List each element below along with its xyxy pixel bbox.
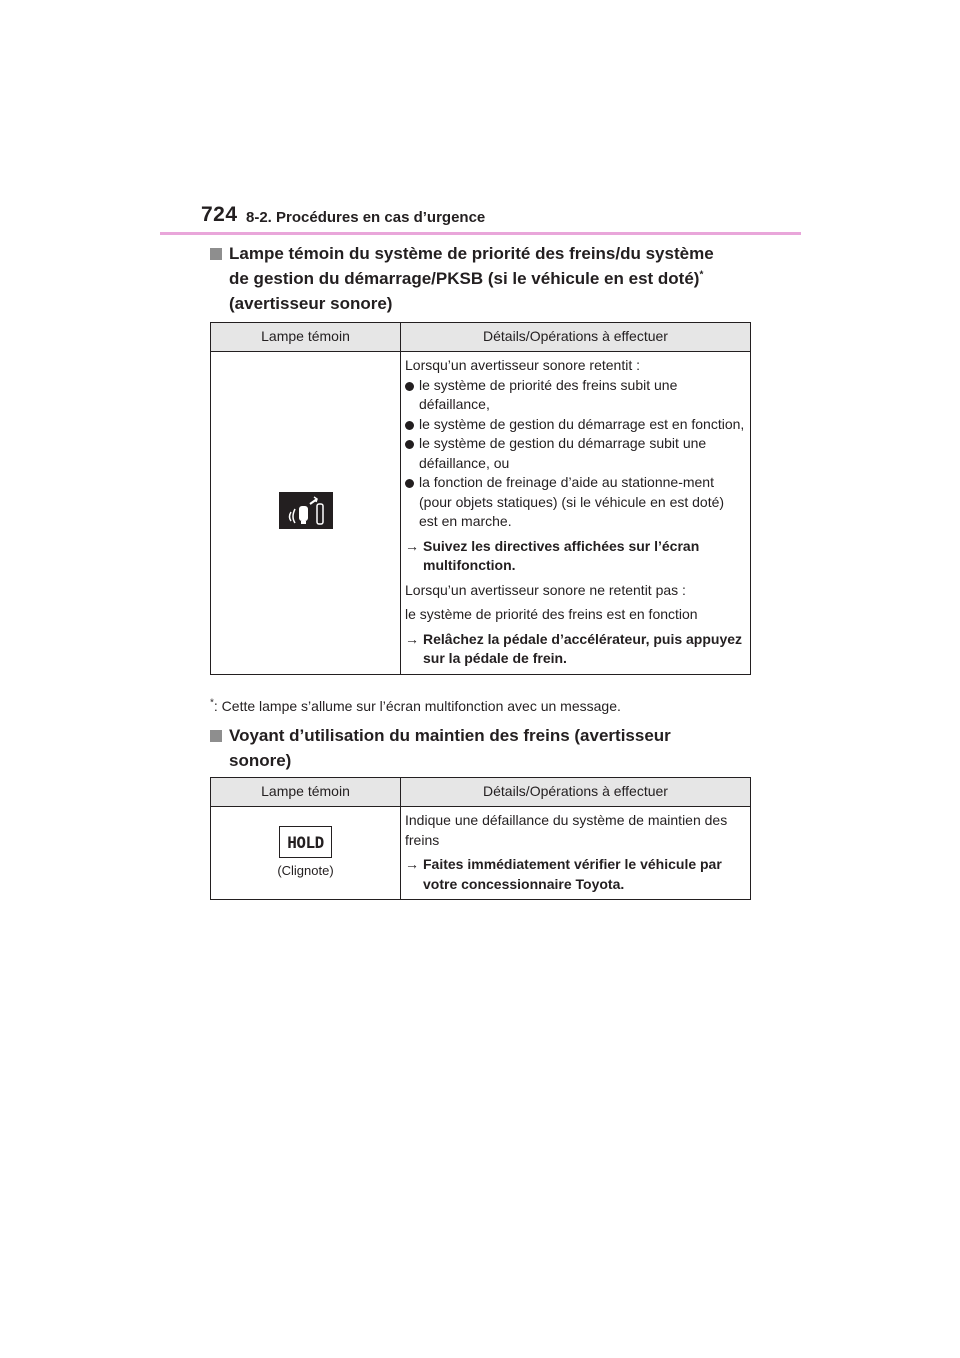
column-header-lamp: Lampe témoin <box>211 778 401 807</box>
footnote-marker: * <box>210 697 214 709</box>
arrow-icon: → <box>405 537 419 554</box>
arrow-icon: → <box>405 856 419 872</box>
section-title-pksb <box>210 241 755 316</box>
pksb-brake-warning-icon <box>279 492 333 529</box>
footnote-marker: * <box>699 269 704 281</box>
table-header-row <box>211 323 751 352</box>
dot-bullet-icon <box>405 479 414 488</box>
list-item: le système de priorité des freins subit une défaillance, <box>405 376 745 415</box>
state-text: le système de priorité des freins est en fonction <box>405 606 698 622</box>
chapter-title: 8-2. Procédures en cas d’urgence <box>246 209 486 226</box>
header-rule <box>160 232 801 235</box>
section-title-line: Lampe témoin du système de priorité des freins/du système <box>229 244 714 263</box>
hold-indicator-icon: HOLD <box>279 826 332 858</box>
table-header-row <box>211 778 751 807</box>
action-instruction: → Relâchez la pédale d’accélérateur, puis appuyez sur la pédale de frein. <box>405 630 743 666</box>
square-bullet-icon <box>210 248 222 260</box>
column-header-details: Détails/Opérations à effectuer <box>401 323 751 352</box>
condition-text: Lorsqu’un avertisseur sonore retentit : <box>405 357 641 373</box>
arrow-icon: → <box>405 630 419 647</box>
lamp-cell <box>211 807 401 900</box>
blink-note: (Clignote) <box>277 862 334 878</box>
action-instruction: → Faites immédiatement vérifier le véhicule par votre concessionnaire Toyota. <box>405 856 722 892</box>
description-text: Indique une défaillance du système de maintien des freins <box>405 812 728 848</box>
footnote-text: : Cette lampe s’allume sur l’écran multifonction avec un message. <box>213 698 621 714</box>
dot-bullet-icon <box>405 382 414 391</box>
table-row <box>211 352 751 675</box>
list-item: la fonction de freinage d’aide au stationne-ment (pour objets statiques) (si le véhicule en est doté) est en marche. <box>405 473 745 532</box>
section-title-line: (avertisseur sonore) <box>229 294 393 313</box>
footnote <box>210 698 621 714</box>
dot-bullet-icon <box>405 440 414 449</box>
section-title-line: de gestion du démarrage/PKSB (si le véhicule en est doté) <box>229 269 700 288</box>
list-item: le système de gestion du démarrage est en fonction, <box>405 415 745 435</box>
table-row <box>211 807 751 900</box>
section-title-brake-hold <box>210 723 755 773</box>
section-title-line: sonore) <box>229 751 292 770</box>
list-item: le système de gestion du démarrage subit une défaillance, ou <box>405 434 745 473</box>
pksb-warning-table <box>210 322 751 675</box>
section-title-line: Voyant d’utilisation du maintien des freins (avertisseur <box>229 726 671 745</box>
condition-text: Lorsqu’un avertisseur sonore ne retentit pas : <box>405 581 686 598</box>
details-cell <box>401 352 751 675</box>
action-instruction: → Suivez les directives affichées sur l’écran multifonction. <box>405 537 700 573</box>
brake-hold-warning-table <box>210 777 751 900</box>
square-bullet-icon <box>210 730 222 742</box>
page-number: 724 <box>201 203 238 226</box>
column-header-lamp: Lampe témoin <box>211 323 401 352</box>
details-cell <box>401 807 751 900</box>
dot-bullet-icon <box>405 421 414 430</box>
column-header-details: Détails/Opérations à effectuer <box>401 778 751 807</box>
lamp-cell <box>211 352 401 675</box>
